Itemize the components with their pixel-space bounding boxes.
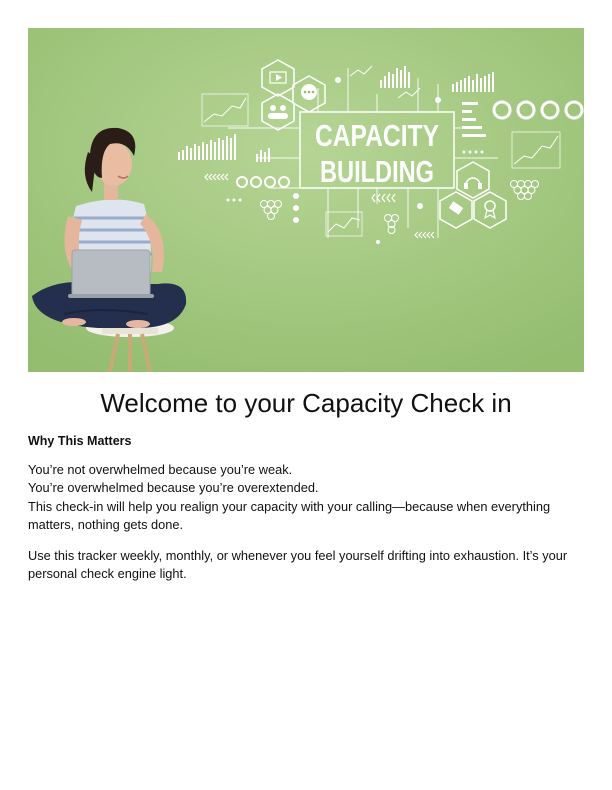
intro-line-3: This check-in will help you realign your capacity with your calling—because when everything matters, nothing gets done. bbox=[28, 498, 551, 532]
usage-paragraph: Use this tracker weekly, monthly, or whenever you feel yourself drifting into exhaustion. It’s your personal check engine light. bbox=[28, 548, 568, 582]
intro-line-1: You’re not overwhelmed because you’re weak. bbox=[28, 462, 293, 477]
hero-image bbox=[28, 28, 584, 372]
intro-line-2: You’re overwhelmed because you’re overextended. bbox=[28, 480, 319, 496]
page-title: Welcome to your Capacity Check in bbox=[100, 388, 512, 418]
intro-paragraph bbox=[28, 461, 590, 534]
hero-illustration bbox=[28, 28, 584, 372]
sign-line-2: BUILDING bbox=[320, 154, 434, 189]
sign-line-1: CAPACITY bbox=[315, 118, 440, 153]
capacity-building-sign bbox=[300, 112, 454, 189]
section-heading: Why This Matters bbox=[28, 434, 132, 448]
